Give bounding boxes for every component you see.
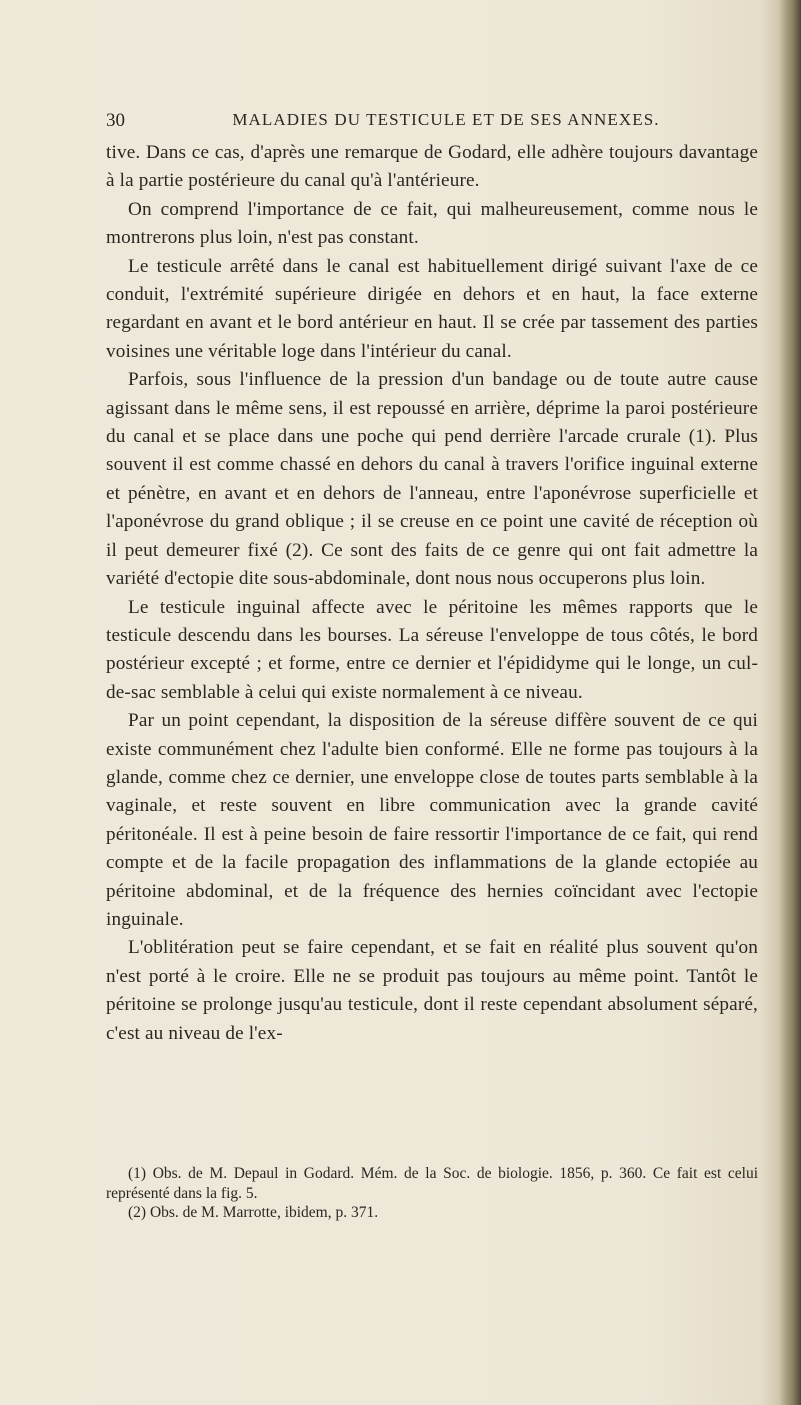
paragraph: Par un point cependant, la disposition de la séreuse diffère souvent de ce qui existe communément chez l'adulte bien conformé. Elle ne forme pas toujours à la glande, comme chez ce dernier, une enveloppe close de toutes parts semblable à la vaginale, et reste souvent en libre communication avec la grande cavité péritonéale. Il est à peine besoin de faire ressortir l'importance de ce fait, qui rend compte et de la facile propagation des inflammations de la glande ectopiée au péritoine abdominal, et de la fréquence des hernies coïncidant avec l'ectopie inguinale. — [106, 710, 758, 930]
footnote: (1) Obs. de M. Depaul in Godard. Mém. de la Soc. de biologie. 1856, p. 360. Ce fait est celui représenté dans la fig. 5. — [106, 1165, 758, 1202]
page-number: 30 — [106, 110, 125, 131]
running-title: MALADIES DU TESTICULE ET DE SES ANNEXES. — [232, 110, 660, 129]
paragraph: Parfois, sous l'influence de la pression d'un bandage ou de toute autre cause agissant dans le même sens, il est repoussé en arrière, déprime la paroi postérieure du canal et se place dans une poche qui pend derrière l'arcade crurale (1). Plus souvent il est comme chassé en dehors du canal à travers l'orifice inguinal externe et pénètre, en avant et en dehors de l'anneau, entre l'aponévrose superficielle et l'aponévrose du grand oblique ; il se creuse en ce point une cavité de réception où il peut demeurer fixé (2). Ce sont des faits de ce genre qui ont fait admettre la variété d'ectopie dite sous-abdominale, dont nous nous occuperons plus loin. — [106, 369, 758, 590]
paragraph: L'oblitération peut se faire cependant, et se fait en réalité plus souvent qu'on n'est porté à le croire. Elle ne se produit pas toujours au même point. Tantôt le péritoine se prolonge jusqu'au testicule, dont il reste cependant absolument séparé, c'est au niveau de l'ex- — [106, 937, 758, 1044]
page-edge-shadow — [779, 0, 801, 1405]
paragraph: Le testicule arrêté dans le canal est habituellement dirigé suivant l'axe de ce conduit, l'extrémité supérieure dirigée en dehors et en haut, la face externe regardant en avant et le bord antérieur en haut. Il se crée par tassement des parties voisines une véritable loge dans l'intérieur du canal. — [106, 255, 758, 362]
paragraph: tive. Dans ce cas, d'après une remarque de Godard, elle adhère toujours davantage à la partie postérieure du canal qu'à l'antérieure. — [106, 142, 758, 192]
body-text — [106, 139, 758, 1048]
page-header — [106, 110, 758, 138]
paragraph: On comprend l'importance de ce fait, qui malheureusement, comme nous le montrerons plus loin, n'est pas constant. — [106, 198, 758, 249]
paragraph: Le testicule inguinal affecte avec le péritoine les mêmes rapports que le testicule descendu dans les bourses. La séreuse l'enveloppe de tous côtés, le bord postérieur excepté ; et forme, entre ce dernier et l'épididyme qui le longe, un cul-de-sac semblable à celui qui existe normalement à ce niveau. — [106, 596, 758, 703]
footnotes — [106, 1164, 758, 1223]
footnote: (2) Obs. de M. Marrotte, ibidem, p. 371. — [128, 1204, 379, 1222]
